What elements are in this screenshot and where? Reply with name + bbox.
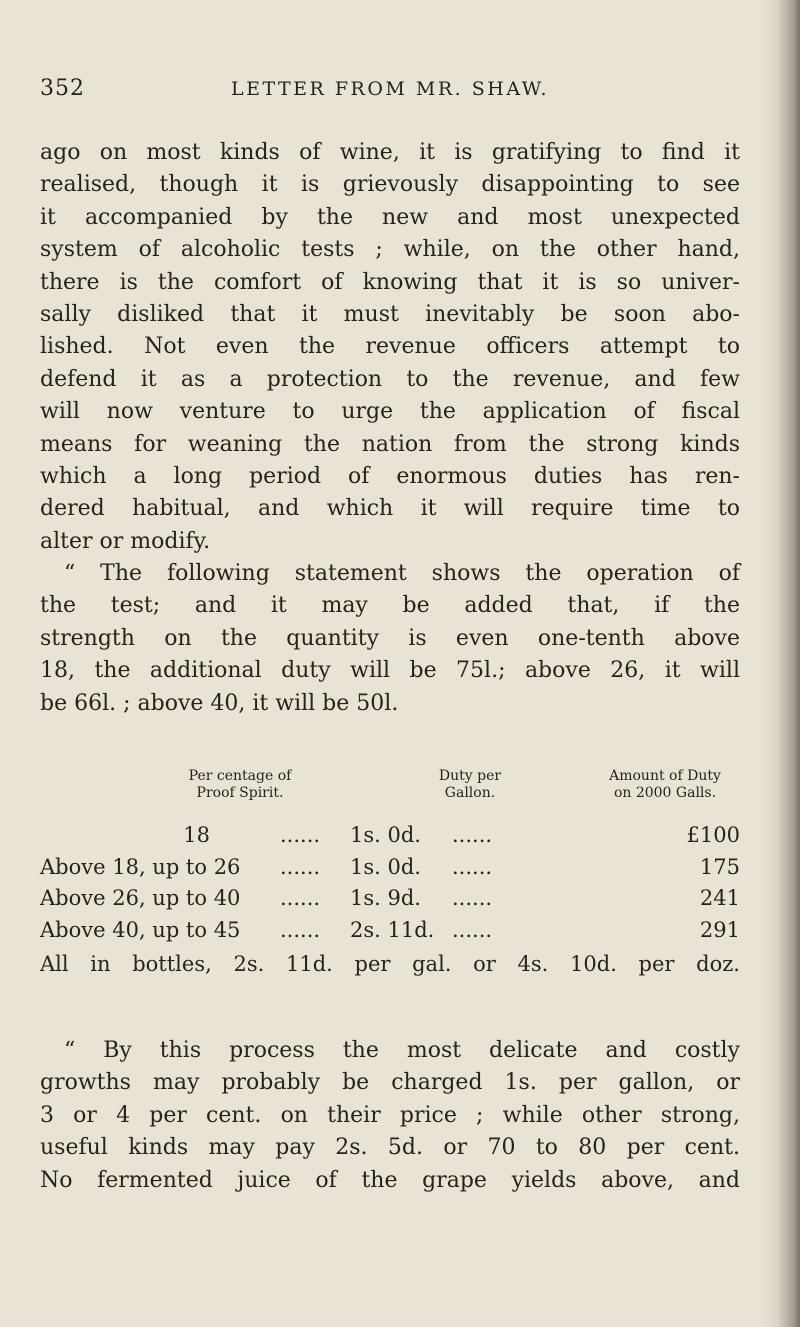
text-line: which a long period of enormous duties has ren- <box>40 463 740 489</box>
column-header-amount <box>570 768 760 802</box>
table-row <box>40 852 740 884</box>
cell-range: Above 40, up to 45 <box>40 917 241 942</box>
leader-dots: ...... <box>280 823 321 847</box>
leader-dots: ...... <box>280 854 321 879</box>
text-line: strength on the quantity is even one-tenth above <box>40 625 740 651</box>
text-line: ago on most kinds of wine, it is gratifying to find it <box>40 140 740 165</box>
cell-range: Above 18, up to 26 <box>40 854 241 879</box>
text-line: it accompanied by the new and most unexpected <box>40 204 740 230</box>
text-line: 18, the additional duty will be 75l.; above 26, it will <box>40 658 740 684</box>
text-line: “ By this process the most delicate and costly <box>64 1038 740 1063</box>
paragraph-1 <box>40 137 740 720</box>
leader-dots: ...... <box>452 854 493 879</box>
text-line: dered habitual, and which it will require time to <box>40 496 740 522</box>
cell-amount: £100 <box>686 823 740 847</box>
running-head: LETTER FROM MR. SHAW. <box>230 78 550 100</box>
header-line: on 2000 Galls. <box>613 785 717 801</box>
table-row <box>40 915 740 947</box>
table-header <box>40 768 740 820</box>
text-line: realised, though it is grievously disappointing to see <box>40 172 740 198</box>
column-header-percentage <box>160 768 320 802</box>
leader-dots: ...... <box>452 917 493 942</box>
text-line: “ The following statement shows the operation of <box>64 561 740 587</box>
text-line: alter or modify. <box>40 528 211 554</box>
table-row <box>40 883 740 915</box>
leader-dots: ...... <box>452 886 493 910</box>
page-header <box>40 76 740 110</box>
text-line: 3 or 4 per cent. on their price ; while other strong, <box>40 1102 740 1128</box>
table-footnote: All in bottles, 2s. 11d. per gal. or 4s. 10d. per doz. <box>40 952 740 976</box>
column-header-duty <box>405 768 535 802</box>
duty-table <box>40 768 740 982</box>
header-line: Per centage of <box>188 768 292 784</box>
text-line: growths may probably be charged 1s. per gallon, or <box>40 1070 740 1096</box>
text-line: the test; and it may be added that, if the <box>40 593 740 619</box>
leader-dots: ...... <box>280 917 321 942</box>
text-line: will now venture to urge the application of fiscal <box>40 399 740 425</box>
text-line: means for weaning the nation from the strong kinds <box>40 431 740 457</box>
page-number: 352 <box>40 76 85 101</box>
header-line: Duty per <box>438 768 502 784</box>
cell-amount: 241 <box>699 886 740 910</box>
cell-duty: 1s. 0d. <box>350 854 421 879</box>
text-line: useful kinds may pay 2s. 5d. or 70 to 80 per cent. <box>40 1135 740 1161</box>
cell-duty: 2s. 11d. <box>350 917 435 942</box>
leader-dots: ...... <box>452 823 493 847</box>
table-row <box>40 820 740 852</box>
header-line: Gallon. <box>444 785 496 801</box>
cell-amount: 291 <box>699 917 740 942</box>
cell-amount: 175 <box>699 854 740 879</box>
text-line: system of alcoholic tests ; while, on the other hand, <box>40 237 740 263</box>
text-line: No fermented juice of the grape yields above, and <box>40 1167 740 1193</box>
cell-range: Above 26, up to 40 <box>40 886 241 910</box>
cell-duty: 1s. 9d. <box>350 886 421 910</box>
text-line: be 66l. ; above 40, it will be 50l. <box>40 690 399 716</box>
header-line: Amount of Duty <box>609 768 721 784</box>
cell-duty: 1s. 0d. <box>350 823 421 847</box>
header-line: Proof Spirit. <box>196 785 284 801</box>
cell-range: 18 <box>183 823 210 847</box>
text-line: defend it as a protection to the revenue, and few <box>40 366 740 392</box>
text-line: lished. Not even the revenue officers attempt to <box>40 334 740 360</box>
text-line: there is the comfort of knowing that it is so univer- <box>40 269 740 295</box>
leader-dots: ...... <box>280 886 321 910</box>
text-line: sally disliked that it must inevitably be soon abo- <box>40 301 740 327</box>
paragraph-2 <box>40 1035 740 1197</box>
page-edge-shadow <box>758 0 800 1327</box>
